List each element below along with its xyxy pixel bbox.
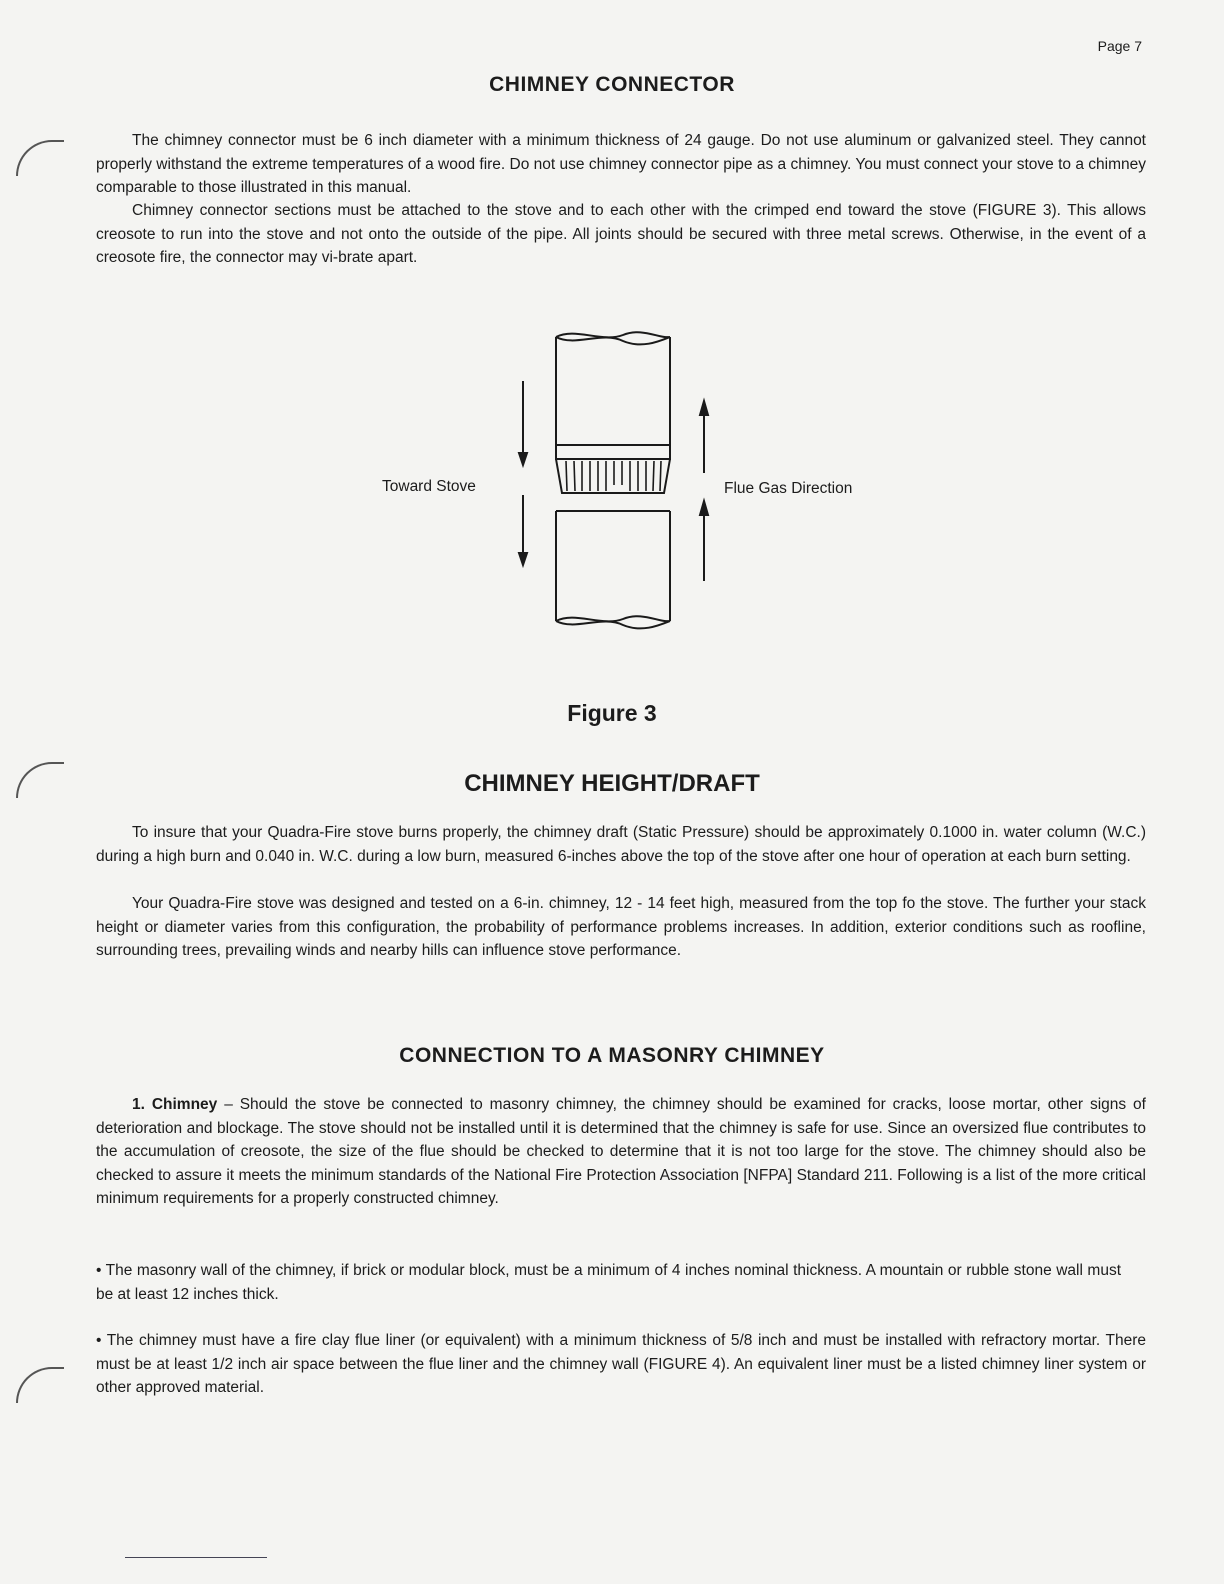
item-1-lead: 1. Chimney: [132, 1096, 218, 1113]
arrows-toward-stove: [519, 381, 527, 565]
paragraph-connector-1: The chimney connector must be 6 inch diameter with a minimum thickness of 24 gauge. Do not use aluminum or galvanized steel. They cannot properly withstand the extreme temperatures of a wood fire. Do not use chimney connector pipe as a chimney. You must connect your stove to a chimney comparable to those illustrated in this manual.: [96, 132, 1146, 196]
paragraph-masonry-item-1: [96, 1093, 1146, 1211]
paragraph-draft-2: Your Quadra-Fire stove was designed and tested on a 6-in. chimney, 12 - 14 feet high, measured from the top fo the stove. The further your stack height or diameter varies from this configuration, the probability of performance problems increases. In addition, exterior conditions such as roofline, surrounding trees, prevailing winds and nearby hills can influence stove performance.: [96, 895, 1146, 959]
heading-chimney-connector: CHIMNEY CONNECTOR: [489, 73, 735, 96]
label-flue-gas-direction: Flue Gas Direction: [724, 480, 853, 497]
page-number: Page 7: [1097, 38, 1142, 54]
figure-3-diagram: [370, 325, 910, 645]
footer-rule: [125, 1557, 267, 1558]
label-toward-stove: Toward Stove: [382, 478, 476, 495]
bullet-flue-liner: • The chimney must have a fire clay flue liner (or equivalent) with a minimum thickness of 5/8 inch and must be installed with refractory mortar. There must be at least 1/2 inch air space between the flue liner and the chimney wall (FIGURE 4). An equivalent liner must be a listed chimney liner system or other approved material.: [96, 1332, 1146, 1396]
binder-hole-mark: [16, 1367, 64, 1403]
arrows-flue-gas-direction: [700, 401, 708, 581]
bullet-masonry-wall: • The masonry wall of the chimney, if brick or modular block, must be a minimum of 4 inches nominal thickness. A mountain or rubble stone wall must be at least 12 inches thick.: [96, 1262, 1121, 1303]
item-1-text: – Should the stove be connected to masonry chimney, the chimney should be examined for cracks, loose mortar, other signs of deterioration and blockage. The stove should not be installed until it is determined that the chimney is safe for use. Since an oversized flue contributes to the accumulation of creosote, the size of the flue should be checked to determine that it is not too large for the stove. The chimney should also be checked to assure it meets the minimum standards of the National Fire Protection Association [NFPA] Standard 211. Following is a list of the more critical minimum requirements for a properly constructed chimney.: [96, 1096, 1146, 1207]
paragraph-draft-1: To insure that your Quadra-Fire stove burns properly, the chimney draft (Static Pressure) should be approximately 0.1000 in. water column (W.C.) during a high burn and 0.040 in. W.C. during a low burn, measured 6-inches above the top of the stove after one hour of operation at each burn setting.: [96, 824, 1146, 865]
heading-chimney-height-draft: CHIMNEY HEIGHT/DRAFT: [464, 770, 760, 797]
binder-hole-mark: [16, 140, 64, 176]
crimp-ridges: [566, 461, 661, 491]
heading-masonry-chimney: CONNECTION TO A MASONRY CHIMNEY: [399, 1044, 825, 1067]
figure-caption: Figure 3: [567, 700, 657, 726]
paragraph-connector-2: Chimney connector sections must be attached to the stove and to each other with the crimped end toward the stove (FIGURE 3). This allows creosote to run into the stove and not onto the outside of the pipe. All joints should be secured with three metal screws. Otherwise, in the event of a creosote fire, the connector may vi-brate apart.: [96, 202, 1146, 266]
